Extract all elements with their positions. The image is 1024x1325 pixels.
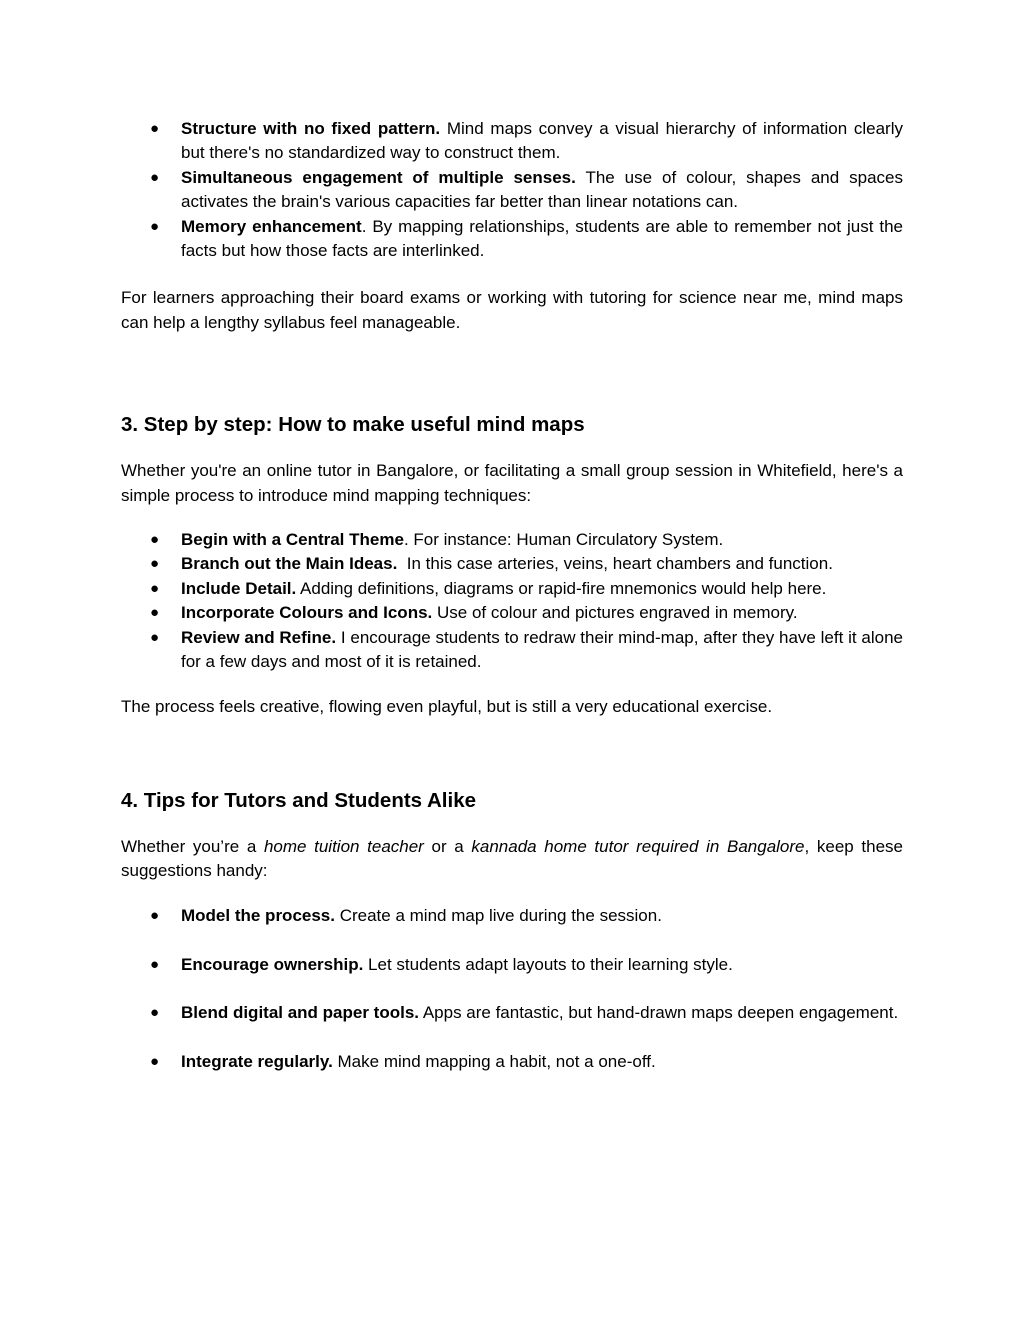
list-item-text: Create a mind map live during the session. bbox=[334, 905, 662, 925]
list-item bbox=[121, 601, 903, 625]
list-item bbox=[121, 1001, 903, 1025]
list-item-text: The use of colour, shapes and spaces activates the brain's various capacities far better than linear notations can. bbox=[181, 167, 903, 212]
section-3-intro: Whether you're an online tutor in Bangalore, or facilitating a small group session in Whitefield, here's a simple process to introduce mind mapping techniques: bbox=[121, 461, 903, 505]
bullet-icon: ● bbox=[150, 120, 160, 137]
list-item-text: Apps are fantastic, but hand-drawn maps deepen engagement. bbox=[419, 1003, 899, 1023]
list-item bbox=[121, 953, 903, 977]
section-3-closing: The process feels creative, flowing even playful, but is still a very educational exercise. bbox=[121, 696, 773, 716]
bullet-icon: ● bbox=[150, 628, 160, 646]
list-item bbox=[121, 904, 903, 928]
list-item-text: Make mind mapping a habit, not a one-off. bbox=[332, 1052, 656, 1072]
list-item-text: I encourage students to redraw their mind-map, after they have left it alone for a few days and most of it is retained. bbox=[181, 627, 904, 672]
list-item-bold: Branch out the Main Ideas. bbox=[181, 554, 398, 574]
section-3-heading: 3. Step by step: How to make useful mind maps bbox=[121, 413, 585, 437]
bullet-icon: ● bbox=[150, 906, 160, 924]
list-item bbox=[121, 117, 903, 166]
tips-list bbox=[121, 904, 903, 1075]
bullet-icon: ● bbox=[150, 217, 160, 235]
bullet-icon: ● bbox=[150, 579, 160, 597]
bullet-icon: ● bbox=[150, 555, 160, 573]
bullet-icon: ● bbox=[150, 1053, 160, 1071]
intro-text: or a bbox=[423, 836, 472, 856]
list-item bbox=[121, 577, 903, 601]
list-item bbox=[121, 1050, 903, 1074]
paragraph-board-exams: For learners approaching their board exams or working with tutoring for science near me, mind maps can help a lengthy syllabus feel manageable. bbox=[121, 288, 903, 332]
bullet-icon: ● bbox=[150, 1004, 160, 1022]
bullet-icon: ● bbox=[150, 604, 160, 622]
list-item-bold: Simultaneous engagement of multiple senses. bbox=[181, 167, 576, 187]
list-item-text: . By mapping relationships, students are able to remember not just the facts but how those facts are interlinked. bbox=[181, 216, 903, 261]
list-item-bold: Structure with no fixed pattern. bbox=[181, 119, 441, 138]
list-item-bold: Review and Refine. bbox=[181, 627, 337, 647]
list-item bbox=[121, 215, 903, 264]
list-item-text: Let students adapt layouts to their learning style. bbox=[363, 954, 733, 974]
bullet-icon: ● bbox=[150, 168, 160, 186]
list-item-bold: Encourage ownership. bbox=[181, 954, 364, 974]
intro-bullet-list bbox=[121, 117, 903, 263]
intro-italic-term: home tuition teacher bbox=[263, 836, 424, 856]
section-4-heading: 4. Tips for Tutors and Students Alike bbox=[121, 788, 476, 812]
list-item-bold: Blend digital and paper tools. bbox=[181, 1003, 420, 1023]
bullet-icon: ● bbox=[150, 955, 160, 973]
list-item-bold: Incorporate Colours and Icons. bbox=[181, 603, 433, 623]
list-item bbox=[121, 552, 903, 576]
list-item-text: . For instance: Human Circulatory System. bbox=[403, 530, 724, 550]
list-item-text: Adding definitions, diagrams or rapid-fire mnemonics would help here. bbox=[296, 578, 827, 598]
steps-list bbox=[121, 528, 903, 674]
list-item-bold: Begin with a Central Theme bbox=[181, 530, 404, 550]
bullet-icon: ● bbox=[150, 531, 160, 549]
list-item bbox=[121, 166, 903, 215]
list-item-bold: Memory enhancement bbox=[181, 216, 362, 236]
intro-italic-term: kannada home tutor required in Bangalore bbox=[471, 836, 805, 856]
page-content bbox=[121, 117, 903, 1075]
section-4-intro bbox=[121, 835, 903, 884]
list-item-bold: Model the process. bbox=[181, 905, 335, 925]
intro-text: Whether you’re a bbox=[121, 836, 264, 856]
list-item-text: Mind maps convey a visual hierarchy of information clearly but there's no standardized way to construct them. bbox=[181, 119, 903, 163]
list-item bbox=[121, 528, 903, 552]
list-item-bold: Include Detail. bbox=[181, 578, 297, 598]
list-item bbox=[121, 626, 903, 675]
list-item-bold: Integrate regularly. bbox=[181, 1052, 333, 1072]
intro-text: , keep these suggestions handy: bbox=[121, 836, 903, 881]
list-item-text: In this case arteries, veins, heart chambers and function. bbox=[397, 554, 833, 574]
list-item-text: Use of colour and pictures engraved in memory. bbox=[432, 603, 798, 623]
